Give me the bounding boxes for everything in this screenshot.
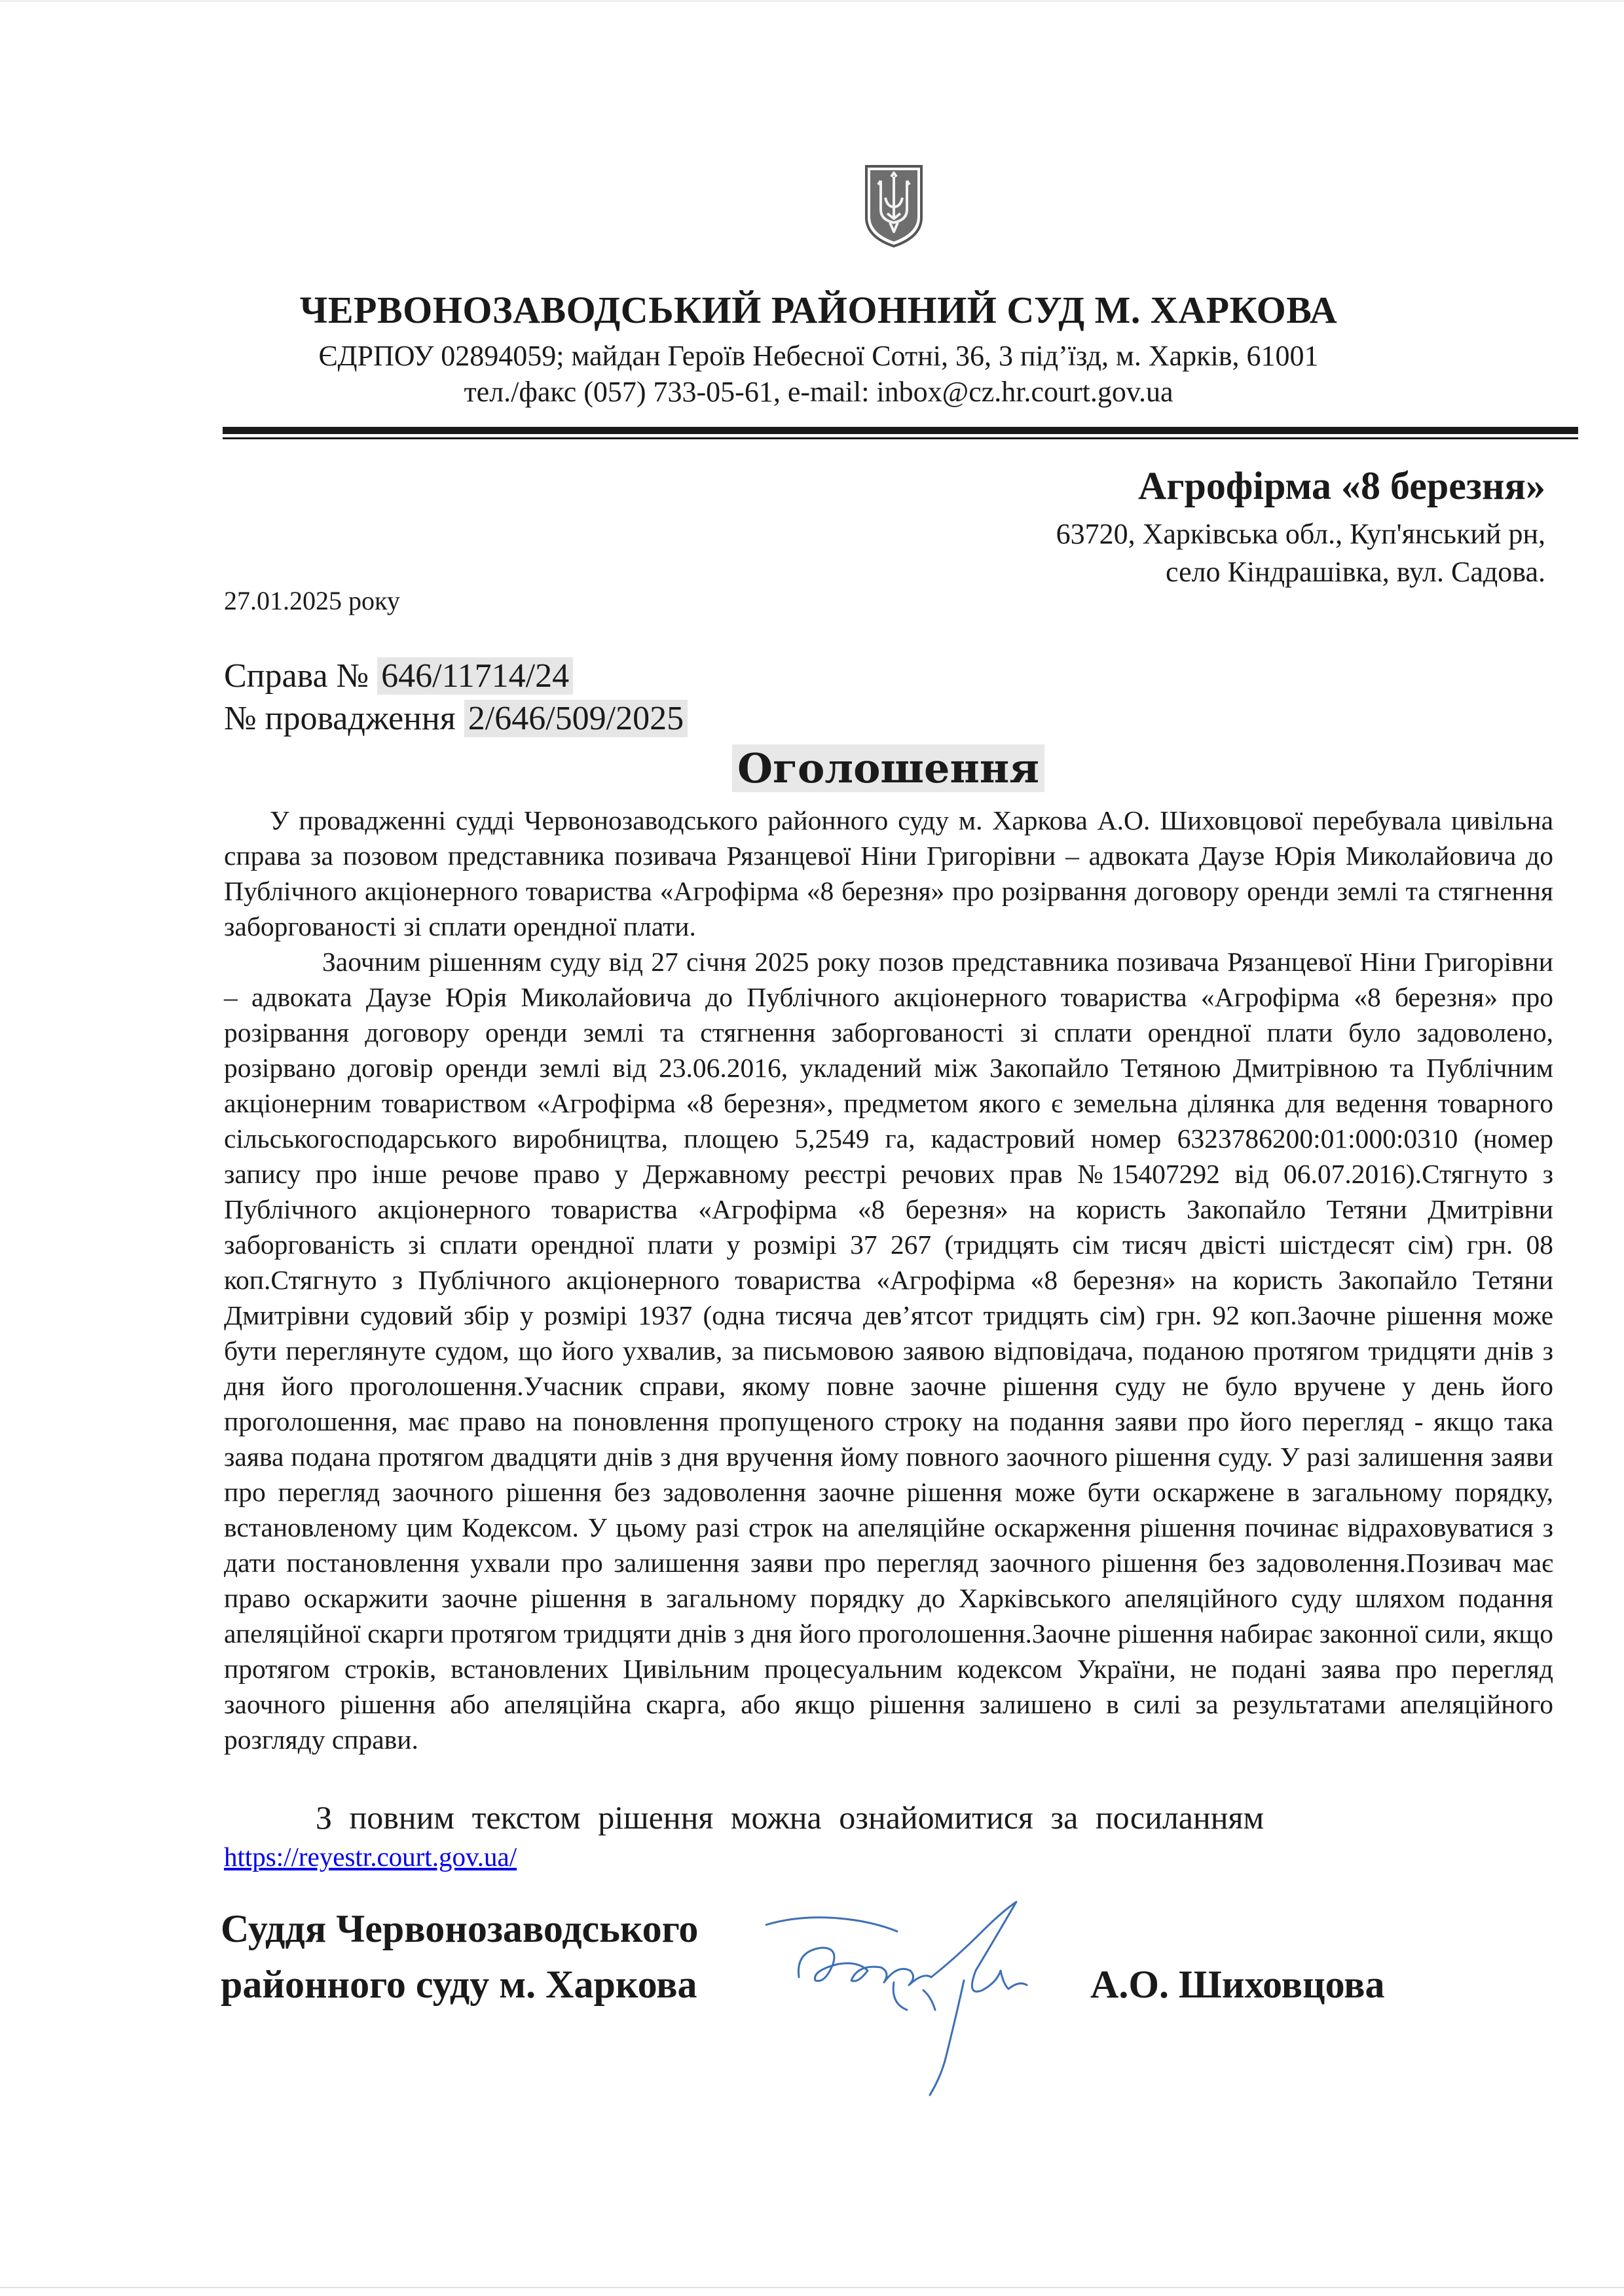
registry-link[interactable]: https://reyestr.court.gov.ua/ (224, 1842, 517, 1872)
judge-name: А.О. Шиховцова (1090, 1963, 1385, 2006)
fulltext-sentence: З повним текстом рішення можна ознайомитися за посиланням (316, 1799, 1264, 1836)
notice-body (224, 803, 1553, 1757)
proceeding-number-line (224, 699, 688, 738)
judge-role: Суддя Червонозаводського (221, 1907, 699, 1950)
proceeding-number: 2/646/509/2025 (464, 700, 688, 737)
header-divider (223, 427, 1578, 434)
judge-role-court: районного суду м. Харкова (221, 1963, 697, 2006)
case-number: 646/11714/24 (377, 657, 573, 695)
court-details: ЄДРПОУ 02894059; майдан Героїв Небесної Сотні, 36, 3 під’їзд, м. Харків, 61001 (318, 340, 1319, 372)
scan-edge (0, 0, 1624, 2)
case-number-line (224, 657, 573, 695)
fulltext-notice (224, 1797, 1553, 1877)
recipient-address-line: 63720, Харківська обл., Куп'янський рн, (1056, 518, 1545, 550)
header-divider-thin (223, 437, 1578, 439)
scan-edge (0, 2287, 1624, 2288)
trident-emblem-icon (851, 164, 936, 249)
court-name: ЧЕРВОНОЗАВОДСЬКИЙ РАЙОННИЙ СУД М. ХАРКОВА (299, 289, 1338, 331)
body-paragraph: У провадженні судді Червонозаводського районного суду м. Харкова А.О. Шиховцової перебувала цивільна справа за позовом представника позивача Рязанцевої Ніни Григорівни – адвоката Даузе Юрія Миколайовича до Публічного акціонерного товариства «Агрофірма «8 березня» про розірвання договору оренди землі та стягнення заборгованості зі сплати орендної плати. (224, 805, 1553, 941)
recipient-name: Агрофірма «8 березня» (1137, 464, 1545, 507)
proceeding-label: № провадження (224, 700, 456, 737)
notice-title: Оголошення (732, 744, 1044, 792)
body-paragraph: Заочним рішенням суду від 27 січня 2025 року позов представника позивача Рязанцевої Ніни Григорівни – адвоката Даузе Юрія Миколайовича до Публічного акціонерного товариства «Агрофірма «8 березня» про розірвання договору оренди землі та стягнення заборгованості зі сплати орендної плати було задоволено, розірвано договір оренди землі від 23.06.2016, укладений між Закопайло Тетяною Дмитрівною та Публічним акціонерним товариством «Агрофірма «8 березня», предметом якого є земельна ділянка для ведення товарного сільськогосподарського виробництва, площею 5,2549 га, кадастровий номер 6323786200:01:000:0310 (номер запису про інше речове право у Державному реєстрі речових прав №15407292 від 06.07.2016).Стягнуто з Публічного акціонерного товариства «Агрофірма «8 березня» на користь Закопайло Тетяни Дмитрівни заборгованість зі сплати орендної плати у розмірі 37 267 (тридцять сім тисяч двісті шістдесят сім) грн. 08 коп.Стягнуто з Публічного акціонерного товариства «Агрофірма «8 березня» на користь Закопайло Тетяни Дмитрівни судовий збір у розмірі 1937 (одна тисяча дев’ятсот тридцять сім) грн. 92 коп.Заочне рішення може бути переглянуте судом, що його ухвалив, за письмовою заявою відповідача, поданою протягом тридцяти днів з дня його проголошення.Учасник справи, якому повне заочне рішення суду не було вручене у день його проголошення, має право на поновлення пропущеного строку на подання заяви про його перегляд - якщо така заява подана протягом двадцяти днів з дня вручення йому повного заочного рішення суду. У разі залишення заяви про перегляд заочного рішення без задоволення заочне рішення може бути оскаржене в загальному порядку, встановленому цим Кодексом. У цьому разі строк на апеляційне оскарження рішення починає відраховуватися з дати постановлення ухвали про залишення заяви про перегляд заочного рішення без задоволення.Позивач має право оскаржити заочне рішення в загальному порядку до Харківського апеляційного суду шляхом подання апеляційної скарги протягом тридцяти днів з дня його проголошення.Заочне рішення набирає законної сили, якщо протягом строків, встановлених Цивільним процесуальним кодексом України, не подані заява про перегляд заочного рішення або апеляційна скарга, або якщо рішення залишено в силі за результатами апеляційного розгляду справи. (224, 947, 1553, 1755)
court-contacts: тел./факс (057) 733-05-61, e-mail: inbox@cz.hr.court.gov.ua (464, 376, 1173, 408)
case-label: Справа № (224, 657, 369, 695)
document-date: 27.01.2025 року (224, 586, 400, 615)
recipient-address-line: село Кіндрашівка, вул. Садова. (1166, 556, 1545, 588)
handwritten-signature (760, 1899, 1074, 2102)
